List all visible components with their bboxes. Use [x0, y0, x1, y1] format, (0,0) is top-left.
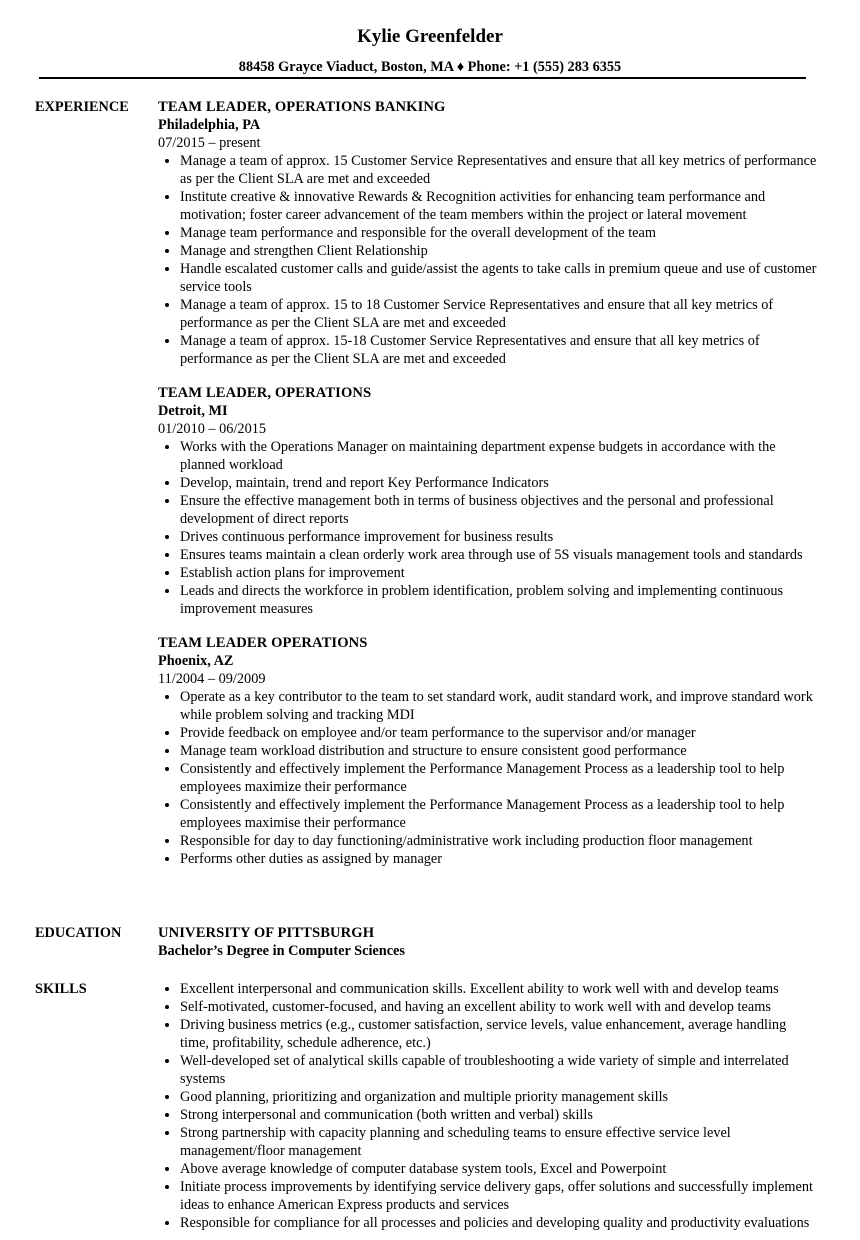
skill-item: • Good planning, prioritizing and organization and multiple priority management skills — [180, 1088, 818, 1106]
duty-item: • Develop, maintain, trend and report Key Performance Indicators — [180, 474, 818, 492]
duty-item: • Manage team performance and responsible for the overall development of the team — [180, 224, 818, 242]
skill-item: • Excellent interpersonal and communication skills. Excellent ability to work well with and develop teams — [180, 980, 818, 998]
section-label-experience: EXPERIENCE — [35, 99, 129, 115]
job-duties-list — [158, 438, 818, 618]
duty-item: • Manage a team of approx. 15-18 Customer Service Representatives and ensure that all key metrics of performance as per the Client SLA are met and exceeded — [180, 332, 818, 368]
header-divider — [39, 77, 806, 79]
skill-item: • Self-motivated, customer-focused, and having an excellent ability to work well with and develop teams — [180, 998, 818, 1016]
candidate-name: Kylie Greenfelder — [357, 26, 503, 47]
job-entry — [158, 384, 818, 618]
duty-item: • Provide feedback on employee and/or team performance to the supervisor and/or manager — [180, 724, 818, 742]
skill-item: • Responsible for compliance for all processes and policies and developing quality and productivity evaluations — [180, 1214, 818, 1232]
duty-item: • Institute creative & innovative Rewards & Recognition activities for enhancing team performance and motivation; foster career advancement of the team members within the project or lateral movement — [180, 188, 818, 224]
duty-item: • Performs other duties as assigned by manager — [180, 850, 818, 868]
skill-item: • Strong partnership with capacity planning and scheduling teams to ensure effective service level management/floor management — [180, 1124, 818, 1160]
duty-item: • Operate as a key contributor to the team to set standard work, audit standard work, and improve standard work while problem solving and tracking MDI — [180, 688, 818, 724]
duty-item: • Works with the Operations Manager on maintaining department expense budgets in accordance with the planned workload — [180, 438, 818, 474]
job-duties-list — [158, 688, 818, 868]
degree: Bachelor’s Degree in Computer Sciences — [158, 943, 405, 959]
resume-header — [0, 0, 860, 76]
duty-item: • Establish action plans for improvement — [180, 564, 818, 582]
skill-item: • Well-developed set of analytical skills capable of troubleshooting a wide variety of simple and interrelated systems — [180, 1052, 818, 1088]
section-label-skills: SKILLS — [35, 981, 87, 997]
duty-item: • Manage team workload distribution and structure to ensure consistent good performance — [180, 742, 818, 760]
section-label-education: EDUCATION — [35, 925, 122, 941]
job-title: TEAM LEADER OPERATIONS — [158, 635, 368, 651]
duty-item: • Consistently and effectively implement the Performance Management Process as a leadership tool to help employees maximise their performance — [180, 796, 818, 832]
job-title: TEAM LEADER, OPERATIONS — [158, 385, 372, 401]
job-title: TEAM LEADER, OPERATIONS BANKING — [158, 99, 446, 115]
job-dates: 07/2015 – present — [158, 135, 261, 151]
school-name: UNIVERSITY OF PITTSBURGH — [158, 925, 375, 941]
job-dates: 11/2004 – 09/2009 — [158, 671, 266, 687]
skill-item: • Strong interpersonal and communication (both written and verbal) skills — [180, 1106, 818, 1124]
skill-item: • Driving business metrics (e.g., customer satisfaction, service levels, value enhancement, average handling time, profitability, schedule adherence, etc.) — [180, 1016, 818, 1052]
job-location: Detroit, MI — [158, 403, 228, 419]
duty-item: • Manage a team of approx. 15 Customer Service Representatives and ensure that all key metrics of performance as per the Client SLA are met and exceeded — [180, 152, 818, 188]
duty-item: • Ensures teams maintain a clean orderly work area through use of 5S visuals management tools and standards — [180, 546, 818, 564]
duty-item: • Consistently and effectively implement the Performance Management Process as a leadership tool to help employees maximize their performance — [180, 760, 818, 796]
contact-line: 88458 Grayce Viaduct, Boston, MA ♦ Phone: +1 (555) 283 6355 — [238, 59, 622, 75]
education-body — [158, 924, 818, 960]
duty-item: • Manage a team of approx. 15 to 18 Customer Service Representatives and ensure that all key metrics of performance as per the Client SLA are met and exceeded — [180, 296, 818, 332]
duty-item: • Leads and directs the workforce in problem identification, problem solving and implementing continuous improvement measures — [180, 582, 818, 618]
job-entry — [158, 98, 818, 368]
duty-item: • Drives continuous performance improvement for business results — [180, 528, 818, 546]
duty-item: • Responsible for day to day functioning/administrative work including production floor management — [180, 832, 818, 850]
skills-list — [158, 980, 818, 1232]
duty-item: • Handle escalated customer calls and guide/assist the agents to take calls in premium queue and use of customer service tools — [180, 260, 818, 296]
experience-body — [158, 98, 818, 884]
job-location: Philadelphia, PA — [158, 117, 261, 133]
job-dates: 01/2010 – 06/2015 — [158, 421, 267, 437]
skill-item: • Above average knowledge of computer database system tools, Excel and Powerpoint — [180, 1160, 818, 1178]
duty-item: • Ensure the effective management both in terms of business objectives and the personal and professional development of direct reports — [180, 492, 818, 528]
job-location: Phoenix, AZ — [158, 653, 234, 669]
job-entry — [158, 634, 818, 868]
duty-item: • Manage and strengthen Client Relationship — [180, 242, 818, 260]
job-duties-list — [158, 152, 818, 368]
skills-body — [158, 980, 818, 1232]
skill-item: • Initiate process improvements by identifying service delivery gaps, offer solutions and successfully implement ideas to enhance American Express products and services — [180, 1178, 818, 1214]
